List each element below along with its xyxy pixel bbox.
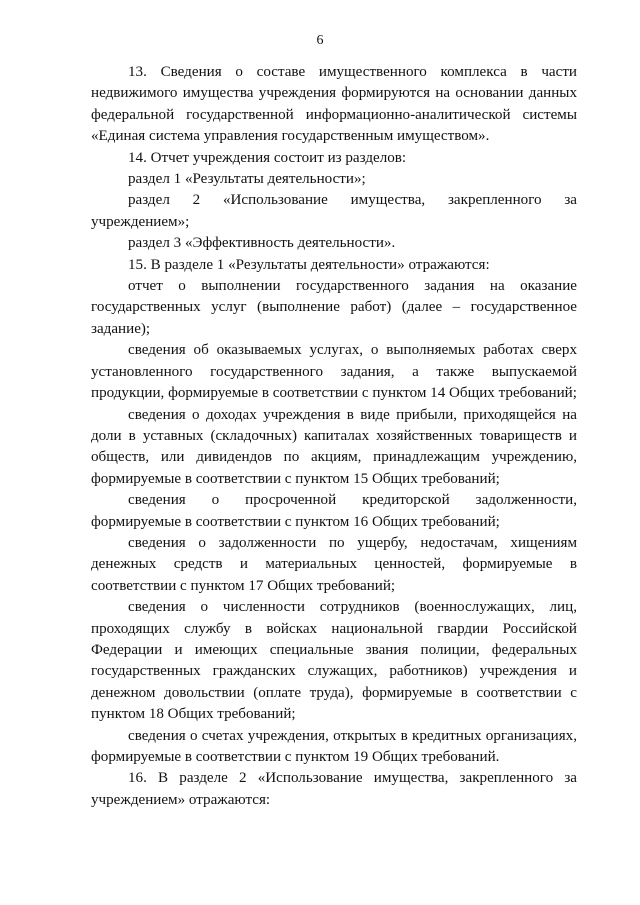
paragraph-15: 15. В разделе 1 «Результаты деятельности» отражаются: — [128, 256, 490, 273]
paragraph-16: 16. В разделе 2 «Использование имущества, закрепленного за учреждением» отражаются: — [91, 770, 577, 808]
list-item-damage-debt: сведения о задолженности по ущербу, недостачам, хищениям денежных средств и материальных ценностей, формируемые в соответствии с пунктом 17 Общих требований; — [91, 534, 577, 594]
paragraph-14: 14. Отчет учреждения состоит из разделов: — [128, 149, 407, 166]
list-item-services-info: сведения об оказываемых услугах, о выполняемых работах сверх установленного государственного задания, а также выпускаемой продукции, формируемые в соответствии с пунктом 14 Общих требований; — [91, 342, 577, 402]
page-number: 6 — [316, 33, 324, 48]
list-item-income-info: сведения о доходах учреждения в виде прибыли, приходящейся на доли в уставных (складочных) капиталах хозяйственных товариществ и обществ, или дивидендов по акциям, принадлежащим учреждению, формируемые в соответствии с пунктом 15 Общих требований; — [91, 406, 577, 487]
document-body — [91, 62, 577, 811]
list-item-overdue-debt: сведения о просроченной кредиторской задолженности, формируемые в соответствии с пунктом 16 Общих требований; — [91, 492, 577, 530]
list-item-section-2: раздел 2 «Использование имущества, закрепленного за учреждением»; — [91, 192, 577, 230]
list-item-section-1: раздел 1 «Результаты деятельности»; — [128, 171, 366, 188]
paragraph-13: 13. Сведения о составе имущественного комплекса в части недвижимого имущества учреждения формируются на основании данных федеральной государственной информационно-аналитической системы «Единая система управления государственным имуществом». — [91, 64, 577, 145]
list-item-bank-accounts: сведения о счетах учреждения, открытых в кредитных организациях, формируемые в соответствии с пунктом 19 Общих требований. — [91, 727, 577, 765]
list-item-section-3: раздел 3 «Эффективность деятельности». — [128, 235, 396, 252]
list-item-state-task-report: отчет о выполнении государственного задания на оказание государственных услуг (выполнение работ) (далее – государственное задание); — [91, 278, 577, 337]
list-item-staff-numbers: сведения о численности сотрудников (военнослужащих, лиц, проходящих службу в войсках национальной гвардии Российской Федерации и имеющих специальные звания полиции, федеральных государственных гражданских служащих, работников) учреждения и денежном довольствии (оплате труда), формируемые в соответствии с пунктом 18 Общих требований; — [91, 599, 577, 723]
